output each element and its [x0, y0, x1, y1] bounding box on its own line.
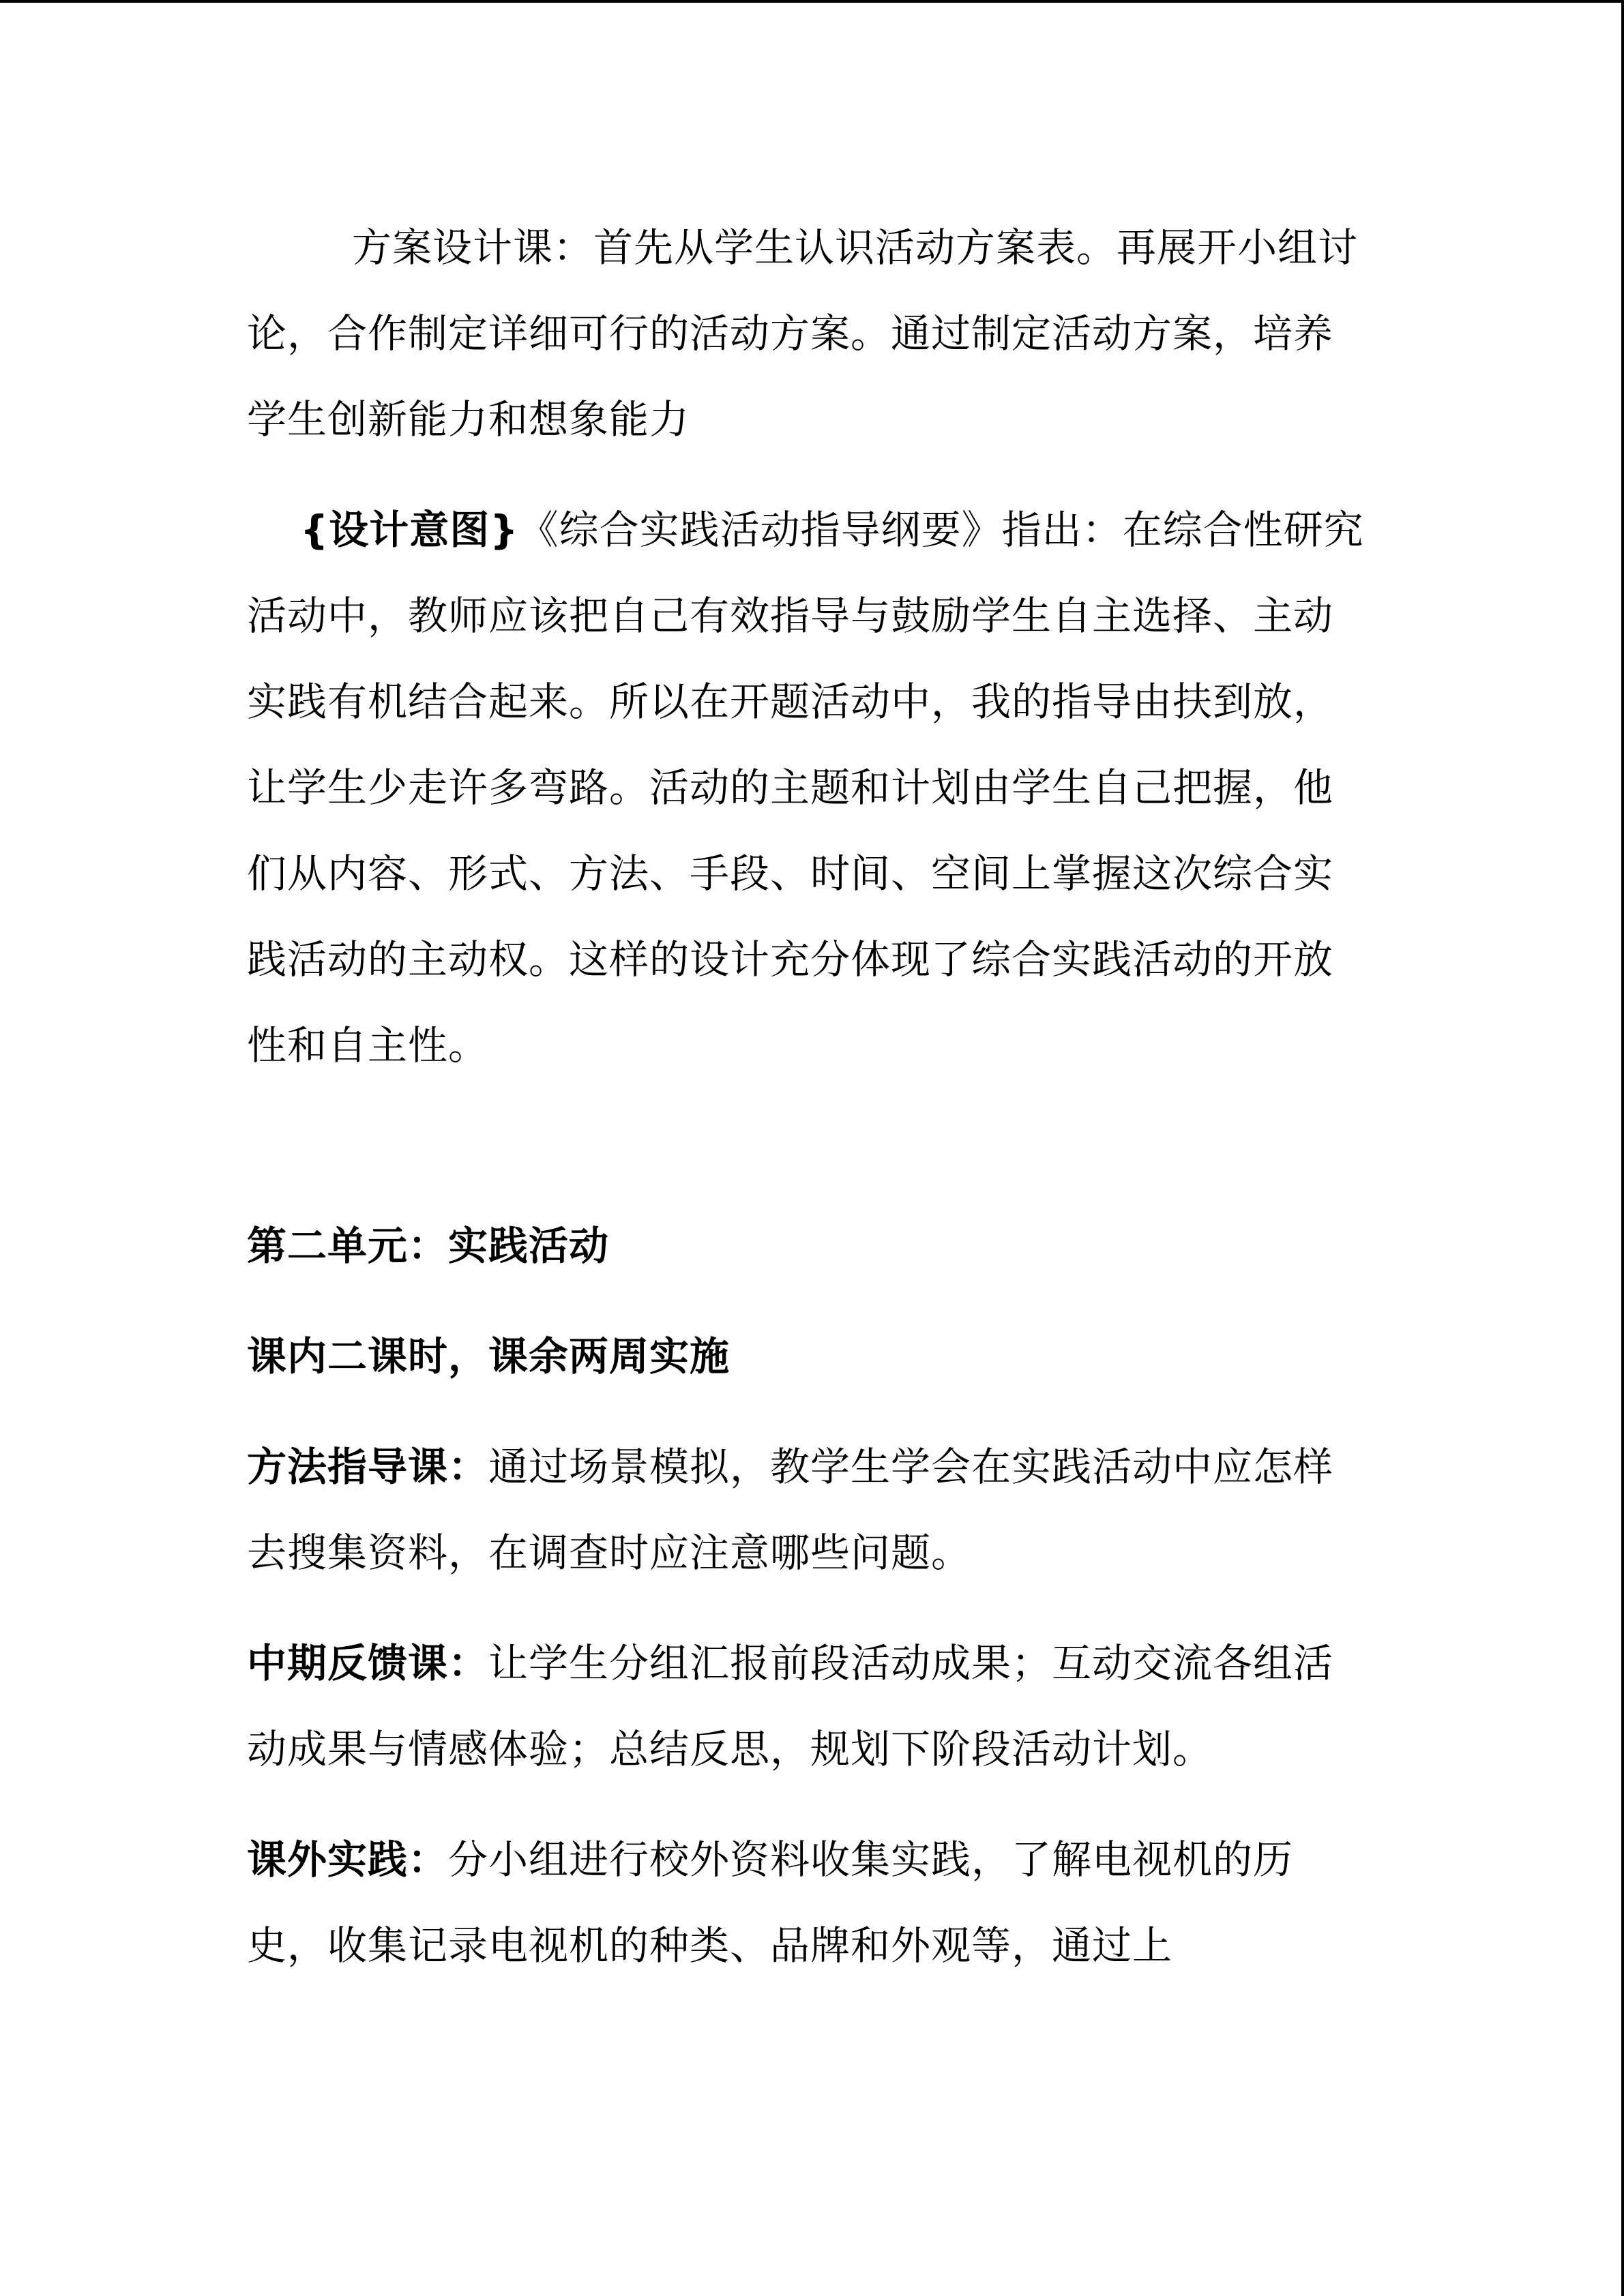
- paragraph-midterm-feedback: [247, 1620, 1365, 1792]
- paragraph-outdoor-practice: [247, 1817, 1365, 1988]
- paragraph-method-guidance: [247, 1424, 1365, 1596]
- paragraph-plan-design: [247, 205, 1365, 462]
- paragraph-text: 《综合实践活动指导纲要》指出：在综合性研究活动中，教师应该把自己有效指导与鼓励学生自主选择、主动实践有机结合起来。所以在开题活动中，我的指导由扶到放，让学生少走许多弯路。活动的主题和计划由学生自己把握，他们从内容、形式、方法、手段、时间、空间上掌握这次综合实践活动的主动权。这样的设计充分体现了综合实践活动的开放性和自主性。: [247, 507, 1364, 1069]
- page-right-border: [1621, 0, 1624, 2296]
- page-top-border: [0, 0, 1624, 3]
- paragraph-label: 中期反馈课：: [247, 1640, 489, 1686]
- paragraph-design-intent: [247, 487, 1365, 1088]
- section-heading-unit-two: 第二单元：实践活动: [247, 1223, 610, 1269]
- document-body: [247, 205, 1365, 1988]
- paragraph-text: 分小组进行校外资料收集实践，了解电视机的历史，收集记录电视机的种类、品牌和外观等，通过上: [247, 1836, 1294, 1969]
- paragraph-text: 方案设计课：首先从学生认识活动方案表。再展开小组讨论，合作制定详细可行的活动方案。通过制定活动方案，培养学生创新能力和想象能力: [247, 224, 1359, 443]
- paragraph-text: 让学生分组汇报前段活动成果；互动交流各组活动成果与情感体验；总结反思，规划下阶段活动计划。: [247, 1640, 1334, 1772]
- paragraph-text: 通过场景模拟，教学生学会在实践活动中应怎样去搜集资料，在调查时应注意哪些问题。: [247, 1444, 1334, 1576]
- paragraph-label: {设计意图}: [300, 507, 519, 553]
- paragraph-label: 课外实践：: [247, 1836, 449, 1883]
- section-subheading-schedule: 课内二课时，课余两周实施: [247, 1333, 730, 1380]
- paragraph-label: 方法指导课：: [247, 1444, 489, 1490]
